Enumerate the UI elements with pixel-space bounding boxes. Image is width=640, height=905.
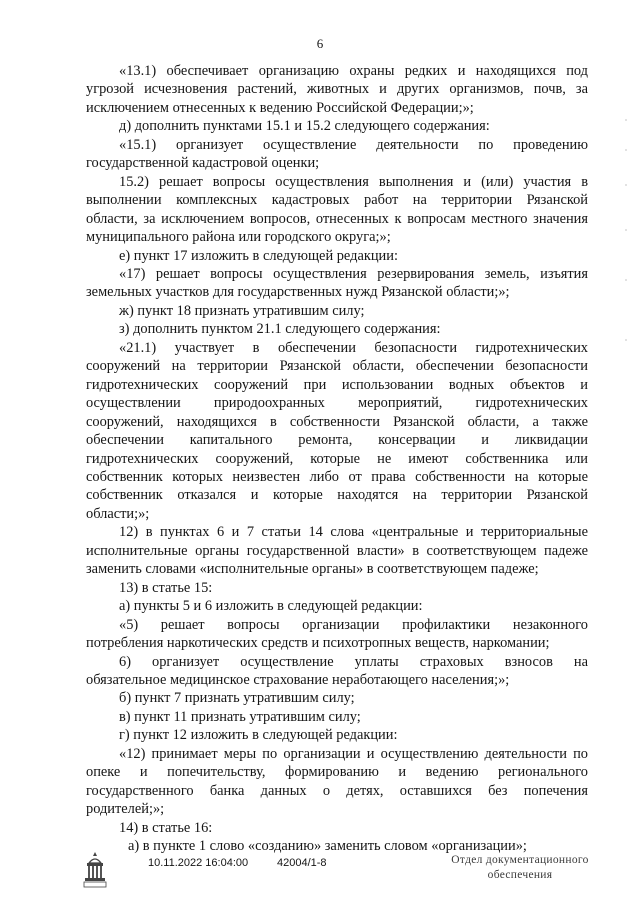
page-number: 6: [316, 36, 324, 51]
paragraph: «15.1) организует осуществление деятельности по проведению: [119, 136, 588, 153]
duma-emblem-icon: [80, 849, 110, 889]
paragraph: 14) в статье 16:: [119, 819, 213, 836]
paragraph: «12) принимает меры по организации и осуществлению деятельности по: [119, 745, 588, 762]
paragraph: д) дополнить пунктами 15.1 и 15.2 следующего содержания:: [119, 118, 490, 135]
margin-scan-marks: [624, 110, 628, 390]
footer-timestamp: 10.11.2022 16:04:00: [148, 857, 249, 869]
paragraph: ж) пункт 18 признать утратившим силу;: [119, 302, 365, 319]
paragraph: б) пункт 7 признать утратившим силу;: [119, 690, 355, 707]
document-body: «13.1) обеспечивает организацию охраны редких и находящихся под угрозой исчезновения растений, животных и других организмов, почв, за исключением отнесенных к ведению Российской Федерации;»; д) дополнить пунктами 15.1 и 15.2 следующего содержания: «15.1) организует осуществление деятельности по проведению государственной кадастровой оценки; 15.2) решает вопросы осуществления выполнения и (или) участия в выполнении комплексных кадастровых работ на территории Рязанской области, за исключением вопросов, отнесенных к вопросам местного значения муниципального района или городского округа;»; е) пункт 17 изложить в следующей редакции: «17) решает вопросы осуществления резервирования земель, изъятия земельных участков для государственных нужд Рязанской области;»; ж) пункт 18 признать утратившим силу; з) дополнить пунктом 21.1 следующего содержания: «21.1) участвует в обеспечении безопасности гидротехнических сооружений на территории Рязанской области, обеспечении безопасности гидротехнических сооружений при использовании водных объектов и осуществлении природоохранных мероприятий, гидротехнических сооружений, находящихся в собственности Рязанской области, а также обеспечении капитального ремонта, консервации и ликвидации гидротехнических сооружений, которые не имеют собственника или собственник которых неизвестен либо от права собственности на которые собственник отказался и которые находятся на территории Рязанской области;»; 12) в пунктах 6 и 7 статьи 14 слова «центральные и территориальные исполнительные органы государственной власти» в соответствующем падеже заменить словами «исполнительные органы» в соответствующем падеже; 13) в статье 15: а) пункты 5 и 6 изложить в следующей редакции: «5) решает вопросы организации профилактики незаконного потребления наркотических средств и психотропных веществ, наркомании; 6) организует осуществление уплаты страховых взносов на обязательное медицинское страхование неработающего населения;»; б) пункт 7 признать утратившим силу; в) пункт 11 признать утратившим силу; г) пункт 12 изложить в следующей редакции: «12) принимает меры по организации и осуществлению деятельности по опеке и попечительству, формированию и ведению регионального государственного банка данных о детях, оставшихся без попечения родителей;»; 14) в статье 16: а) в пункте 1 слово «созданию» заменить словом «организации»;: [86, 63, 588, 855]
paragraph: «5) решает вопросы организации профилактики незаконного: [119, 616, 588, 633]
paragraph: 13) в статье 15:: [119, 579, 213, 596]
paragraph: 15.2) решает вопросы осуществления выполнения и (или) участия в: [119, 173, 588, 190]
paragraph: 6) организует осуществление уплаты страховых взносов на: [119, 653, 588, 670]
paragraph: а) пункты 5 и 6 изложить в следующей редакции:: [119, 598, 423, 615]
department-stamp: Отдел документационного обеспечения: [451, 854, 589, 881]
paragraph: е) пункт 17 изложить в следующей редакции:: [119, 247, 398, 264]
paragraph: «21.1) участвует в обеспечении безопасности гидротехнических: [119, 339, 588, 356]
paragraph: 12) в пунктах 6 и 7 статьи 14 слова «центральные и территориальные: [119, 524, 588, 541]
footer-doc-number: 42004/1-8: [277, 857, 327, 869]
paragraph: а) в пункте 1 слово «созданию» заменить словом «организации»;: [128, 838, 527, 855]
paragraph: «13.1) обеспечивает организацию охраны редких и находящихся под: [119, 63, 588, 79]
paragraph: з) дополнить пунктом 21.1 следующего содержания:: [119, 321, 441, 338]
paragraph: в) пункт 11 признать утратившим силу;: [119, 708, 361, 725]
page-footer: [0, 845, 640, 895]
paragraph: «17) решает вопросы осуществления резервирования земель, изъятия: [119, 265, 588, 282]
paragraph: г) пункт 12 изложить в следующей редакции:: [119, 727, 398, 744]
